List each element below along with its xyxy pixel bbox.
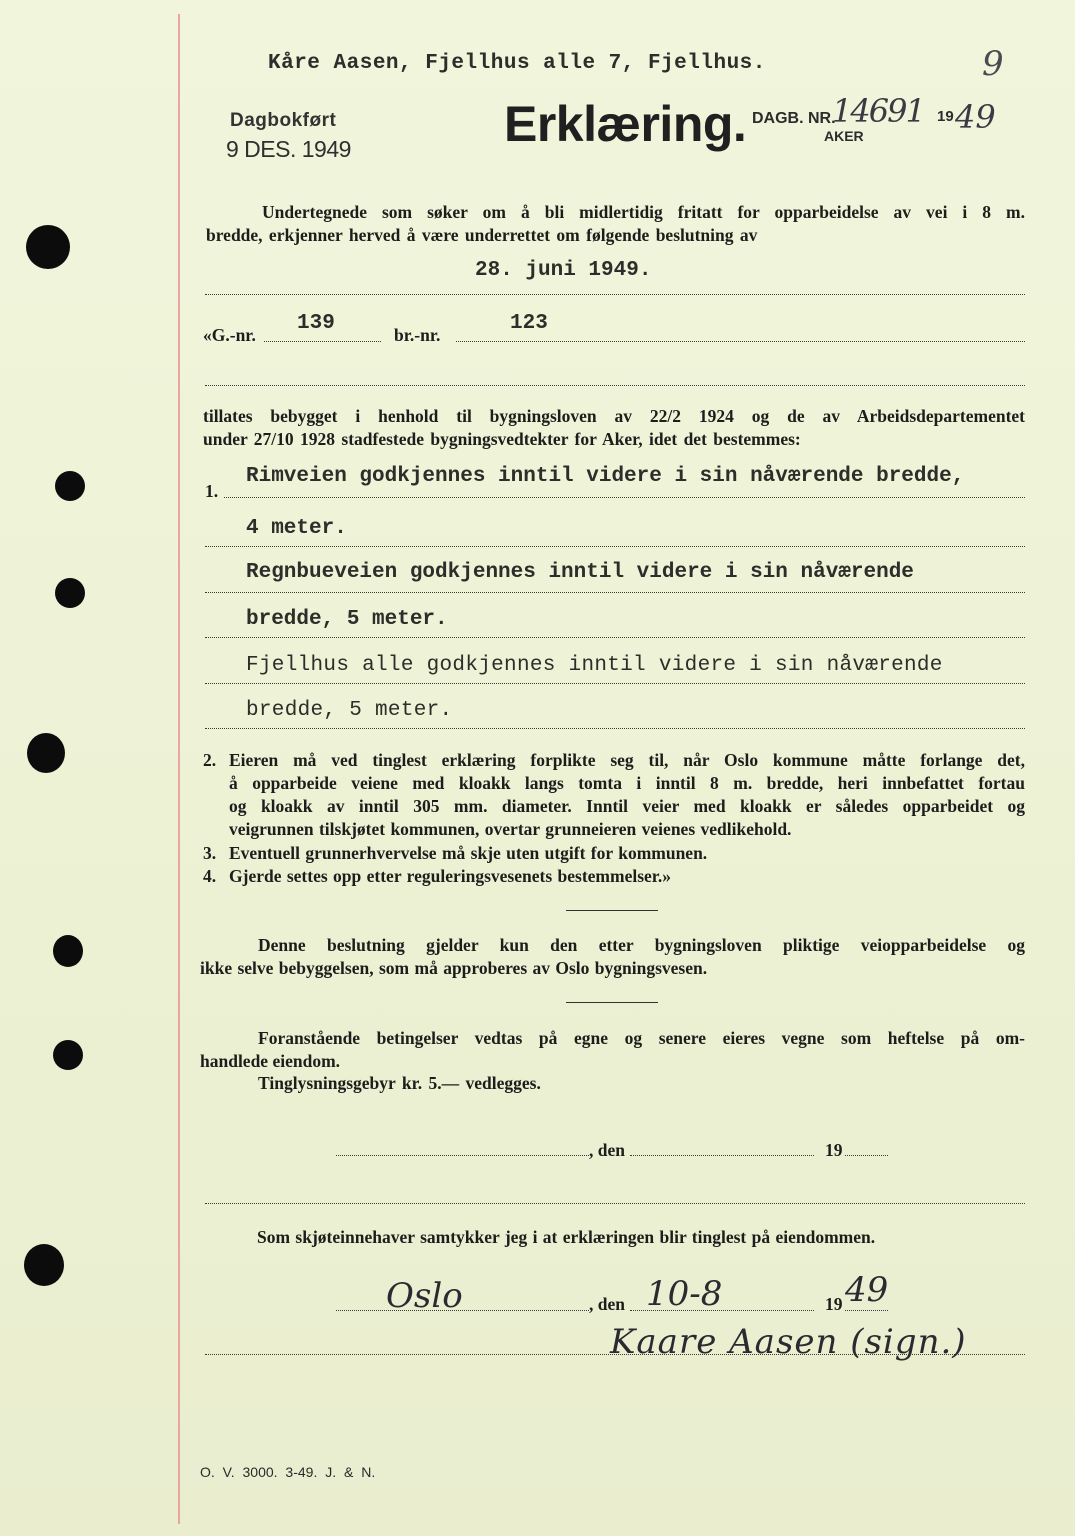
signed-year-prefix: 19 (825, 1294, 843, 1314)
condition-1-rule (205, 637, 1025, 638)
section-divider (566, 910, 658, 911)
bnr-label: br.-nr. (394, 325, 441, 345)
condition-2-line: Eieren må ved tinglest erklæring forplikte seg til, når Oslo kommune måtte forlange det, (229, 750, 1025, 770)
applicant-address: Kåre Aasen, Fjellhus alle 7, Fjellhus. (268, 52, 766, 75)
signed-den-label: , den (589, 1294, 625, 1314)
permit-line-2: under 27/10 1928 stadfestede bygningsvedtekter for Aker, idet det bestemmes: (203, 429, 801, 449)
obligation-line-1: Foranstående betingelser vedtas på egne og senere eieres vegne som heftelse på om- (258, 1028, 1025, 1048)
condition-4-number: 4. (203, 866, 217, 886)
intro-line-1: Undertegnede som søker om å bli midlertidig fritatt for opparbeidelse av vei i 8 m. (262, 202, 1025, 222)
gnr-label: «G.-nr. (203, 325, 256, 345)
decision-date: 28. juni 1949. (475, 259, 652, 282)
margin-line (178, 14, 180, 1524)
date-line (630, 1155, 814, 1156)
condition-3-number: 3. (203, 843, 217, 863)
condition-1-line: Regnbueveien godkjennes inntil videre i sin nåværende (246, 561, 914, 584)
condition-3-text: Eventuell grunnerhvervelse må skje uten utgift for kommunen. (229, 843, 708, 863)
place-line (336, 1155, 589, 1156)
dagb-label: DAGB. NR. (752, 110, 836, 127)
registration-fee: Tinglysningsgebyr kr. 5.— vedlegges. (258, 1073, 541, 1093)
condition-1-line: bredde, 5 meter. (246, 608, 448, 631)
dagb-year-prefix: 19 (937, 108, 954, 125)
signed-year: 49 (845, 1270, 889, 1310)
obligation-line-2: handlede eiendom. (200, 1051, 341, 1071)
decision-date-line (205, 294, 1025, 295)
condition-2-line: å opparbeide veiene med kloakk langs tomta i inntil 8 m. bredde, heri innbefattet fortau (229, 773, 1025, 793)
signed-place-line (336, 1310, 589, 1311)
page-number: 9 (982, 44, 1004, 84)
note-line-2: ikke selve bebyggelsen, som må approberes av Oslo bygningsvesen. (200, 958, 708, 978)
signed-date-line (630, 1310, 814, 1311)
condition-2-line: og kloakk av inntil 305 mm. diameter. Inntil veier med kloakk er således opparbeidet og (229, 796, 1025, 816)
punch-hole (24, 1244, 64, 1286)
blank-line (205, 385, 1025, 386)
condition-1-rule (205, 728, 1025, 729)
gnr-line (264, 341, 381, 342)
dagb-place: AKER (824, 128, 864, 144)
condition-1-rule (205, 683, 1025, 684)
year-line (845, 1155, 888, 1156)
stamp-date: 9 DES. 1949 (226, 136, 351, 162)
signed-date: 10-8 (646, 1274, 723, 1314)
punch-hole (53, 1040, 83, 1070)
condition-1-line: Fjellhus alle godkjennes inntil videre i sin nåværende (246, 654, 943, 677)
form-footer: O. V. 3000. 3-49. J. & N. (200, 1464, 376, 1480)
condition-4-text: Gjerde settes opp etter reguleringsvesenets bestemmelser.» (229, 866, 672, 886)
note-line-1: Denne beslutning gjelder kun den etter bygningsloven pliktige veiopparbeidelse og (258, 935, 1025, 955)
punch-hole (27, 733, 65, 773)
punch-hole (53, 935, 83, 967)
document-title: Erklæring. (504, 96, 747, 152)
condition-1-rule (205, 546, 1025, 547)
section-divider (566, 1002, 658, 1003)
gnr-value: 139 (297, 312, 335, 335)
date-den-label: , den (589, 1140, 625, 1160)
dagb-number: 14691 (832, 92, 924, 130)
condition-2-number: 2. (203, 750, 217, 770)
condition-1-rule (205, 592, 1025, 593)
signed-year-line (845, 1310, 888, 1311)
signature-line (205, 1203, 1025, 1204)
punch-hole (55, 471, 85, 501)
signature-line (205, 1354, 1025, 1355)
condition-1-line: bredde, 5 meter. (246, 699, 453, 722)
permit-line-1: tillates bebygget i henhold til bygningsloven av 22/2 1924 og de av Arbeidsdepartementet (203, 406, 1025, 426)
consent-text: Som skjøteinnehaver samtykker jeg i at erklæringen blir tinglest på eiendommen. (257, 1227, 876, 1247)
intro-line-2: bredde, erkjenner herved å være underrettet om følgende beslutning av (206, 225, 758, 245)
condition-1-rule (224, 497, 1025, 498)
condition-1-number: 1. (205, 481, 219, 501)
condition-2-line: veigrunnen tilskjøtet kommunen, overtar grunneieren veienes vedlikehold. (229, 819, 792, 839)
bnr-line (456, 341, 1025, 342)
punch-hole (26, 225, 70, 269)
punch-hole (55, 578, 85, 608)
condition-1-line: 4 meter. (246, 517, 347, 540)
stamp-label: Dagbokført (230, 110, 337, 131)
condition-1-line: Rimveien godkjennes inntil videre i sin nåværende bredde, (246, 465, 965, 488)
signature: Kaare Aasen (sign.) (610, 1322, 967, 1362)
dagb-year: 49 (955, 98, 996, 136)
date-year-prefix: 19 (825, 1140, 843, 1160)
bnr-value: 123 (510, 312, 548, 335)
signed-place: Oslo (386, 1276, 463, 1316)
